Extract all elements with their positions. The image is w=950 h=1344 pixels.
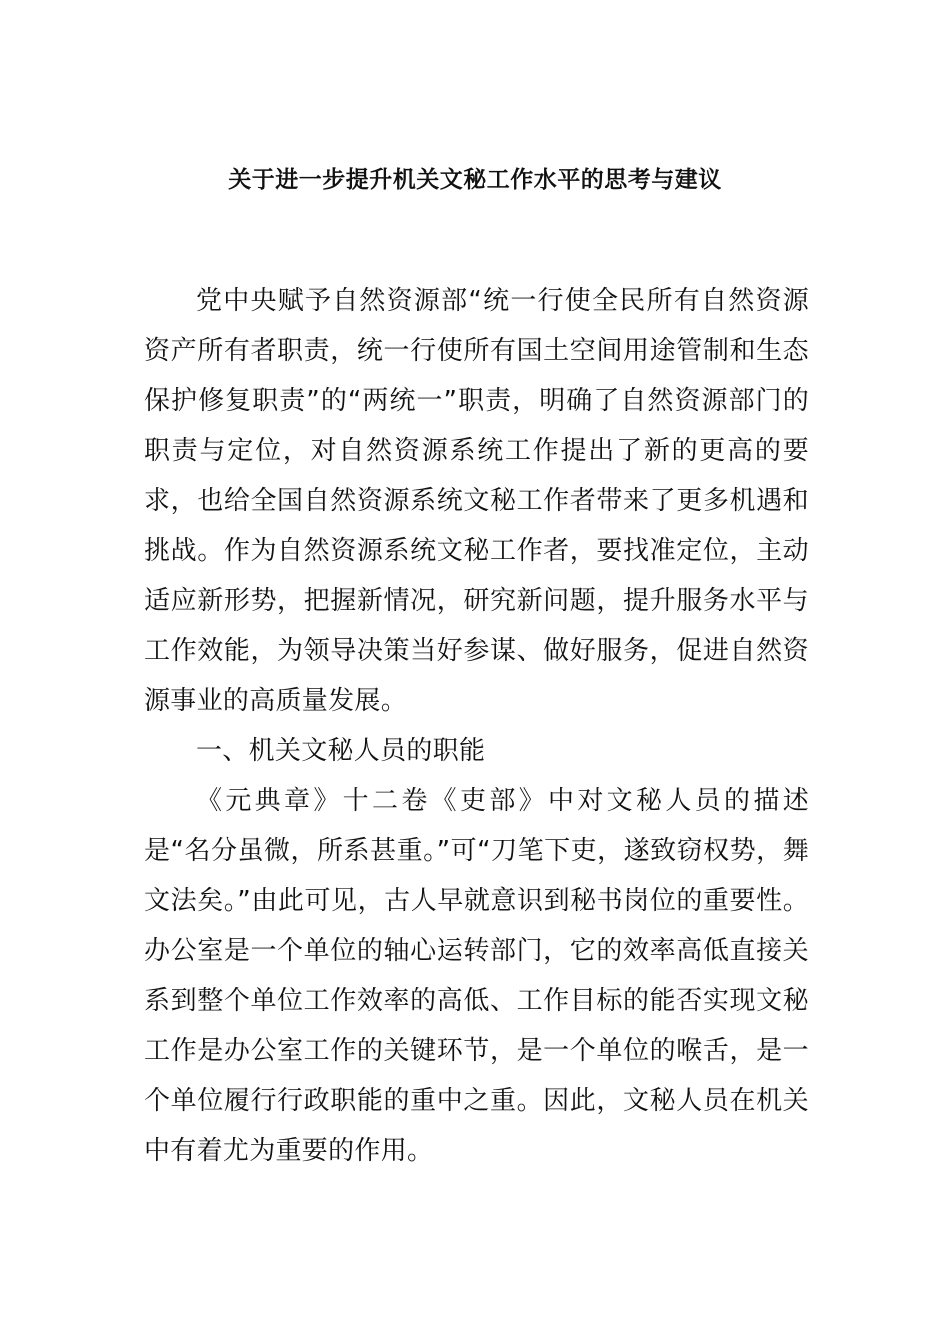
document-title: 关于进一步提升机关文秘工作水平的思考与建议 (228, 167, 722, 193)
document-body (144, 276, 809, 1176)
paragraph-intro: 党中央赋予自然资源部“统一行使全民所有自然资源资产所有者职责，统一行使所有国土空间用途管制和生态保护修复职责”的“两统一”职责，明确了自然资源部门的职责与定位，对自然资源系统工作提出了新的更高的要求，也给全国自然资源系统文秘工作者带来了更多机遇和挑战。作为自然资源系统文秘工作者，要找准定位，主动适应新形势，把握新情况，研究新问题，提升服务水平与工作效能，为领导决策当好参谋、做好服务，促进自然资源事业的高质量发展。 (144, 286, 809, 716)
paragraph-section-1: 《元典章》十二卷《吏部》中对文秘人员的描述是“名分虽微，所系甚重。”可“刀笔下吏，遂致窃权势，舞文法矣。”由此可见，古人早就意识到秘书岗位的重要性。办公室是一个单位的轴心运转部门，它的效率高低直接关系到整个单位工作效率的高低、工作目标的能否实现文秘工作是办公室工作的关键环节，是一个单位的喉舌，是一个单位履行行政职能的重中之重。因此，文秘人员在机关中有着尤为重要的作用。 (144, 786, 809, 1166)
section-heading: 一、机关文秘人员的职能 (196, 736, 486, 766)
